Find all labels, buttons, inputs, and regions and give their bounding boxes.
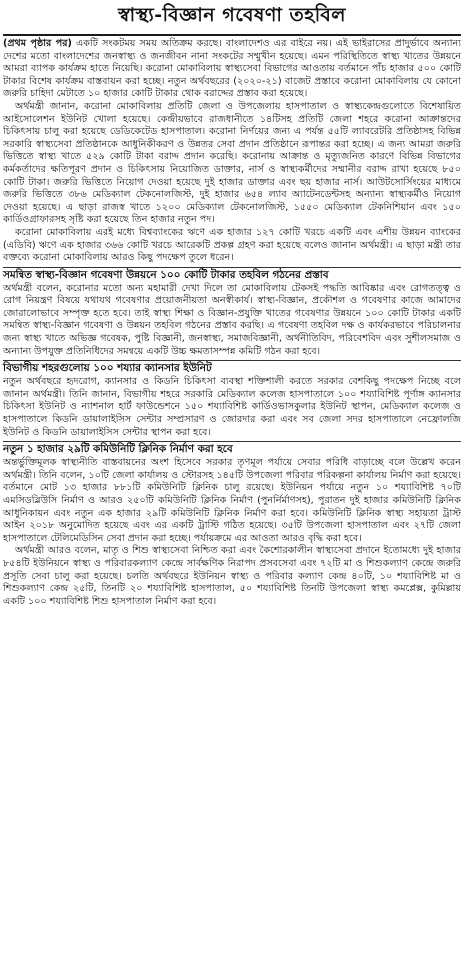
- paragraph: অর্থমন্ত্রী আরও বলেন, মাতৃ ও শিশু স্বাস্থ্যসেবা নিশ্চিত করা এবং কৈশোরকালীন স্বাস্থ্যসেবা প্রদানে ইতোমধ্যে দুই হাজার ৮৫৪টি ইউনিয়নে স্বাস্থ্য ও পরিবারকল্যাণ কেন্দ্রে সার্বক্ষণিক নিরাপদ প্রসবসেবা এবং ৭২টি মা ও শিশুকল্যাণ কেন্দ্রে জরুরি প্রসূতি সেবা চালু করা হয়েছে। চলতি অর্থবছরে ইউনিয়ন স্বাস্থ্য ও পরিবার কল্যাণ কেন্দ্র ৪০টি, ১০ শয্যাবিশিষ্ট মা ও শিশুকল্যাণ কেন্দ্র ২৫টি, তিনটি ২০ শয্যাবিশিষ্ট হাসপাতাল, ৫০ শয্যাবিশিষ্ট তিনটি উপজেলা স্বাস্থ্য কমপ্লেক্স, কুমিল্লায় একটি ১০০ শয্যাবিশিষ্ট শিশু হাসপাতাল নির্মাণ করা হবে।: [3, 545, 461, 607]
- paragraph: নতুন অর্থবছরে হৃদরোগ, ক্যানসার ও কিডনি চিকিৎসা ব্যবস্থা শক্তিশালী করতে সরকার বেশকিছু পদক্ষেপ নিচ্ছে বলে জানান অর্থমন্ত্রী। তিনি জানান, বিভাগীয় শহরে সরকারি মেডিক্যাল কলেজ হাসপাতালে ১০০ শয্যাবিশিষ্ট পূর্ণাঙ্গ ক্যানসার চিকিৎসা ইউনিট ও ন্যাশনাল হার্ট ফাউন্ডেশনে ১৫০ শয্যাবিশিষ্ট কার্ডিওভাসকুলার ইউনিট স্থাপন, মেডিক্যাল কলেজ ও হাসপাতালে কিডনি ডায়ালাইসিস সেন্টার সম্প্রসারণ ও জোরদার করা এবং সব জেলা সদর হাসপাতালে নেফ্রোলজি ইউনিট ও কিডনি ডায়ালাইসিস সেন্টার স্থাপন করা হবে।: [3, 376, 461, 438]
- intro-paragraph: [3, 38, 461, 101]
- headline-banner: [3, 0, 461, 36]
- paragraph: অন্তর্ভুক্তিমূলক স্বাস্থ্যনীতি বাস্তবায়নের অংশ হিসেবে সরকার তৃণমূল পর্যায়ে সেবার পরিধি বাড়াচ্ছে বলে উল্লেখ করেন অর্থমন্ত্রী। তিনি বলেন, ১০টি জেলা কার্যালয় ও স্টোরসহ ১৪৫টি উপজেলা পরিবার পরিকল্পনা কার্যালয় নির্মাণ করা হয়েছে। বর্তমানে মোট ১৩ হাজার ৮৮১টি কমিউনিটি ক্লিনিক চালু রয়েছে। ইউনিয়ন পর্যায়ে নতুন ১০ শয্যাবিশিষ্ট ৭০টি এমসিডব্লিউসি নির্মাণ ও আরও ২৫০টি কমিউনিটি ক্লিনিক নির্মাণ (পুনর্নির্মাণসহ), পুরাতন দুই হাজার কমিউনিটি ক্লিনিক আধুনিকায়ন এবং নতুন এক হাজার ২৯টি কমিউনিটি ক্লিনিক নির্মাণ করা হবে। কমিউনিটি ক্লিনিক স্বাস্থ্য সহায়তা ট্রাস্ট আইন ২০১৮ অনুমোদিত হয়েছে এবং এর একটি ট্রাস্টি গঠিত হয়েছে। ৩৫টি উপজেলা হাসপাতাল এবং ২৭টি জেলা হাসপাতালে টেলিমেডিসিন সেবা প্রদান করা হচ্ছে। পর্যায়ক্রমে এর আওতা আরও বৃদ্ধি করা হবে।: [3, 457, 461, 544]
- headline: স্বাস্থ্য-বিজ্ঞান গবেষণা তহবিল: [118, 4, 346, 26]
- article-body: [3, 38, 461, 608]
- section-heading-cancer-unit: বিভাগীয় শহরগুলোয় ১০০ শয্যার ক্যানসার ইউনিট: [3, 360, 461, 375]
- continuation-label: (প্রথম পৃষ্ঠার পর): [3, 38, 72, 49]
- paragraph: করোনা মোকাবিলায় এরই মধ্যে বিশ্বব্যাংকের ঋণে এক হাজার ১২৭ কোটি খরচে একটি এবং এশীয় উন্নয়ন ব্যাংকের (এডিবি) ঋণে এক হাজার ৩৬৬ কোটি খরচে আরেকটি প্রকল্প গ্রহণ করা হয়েছে বলেও জানান অর্থমন্ত্রী। এ ছাড়া মন্ত্রী তার বক্তব্যে করোনা মোকাবিলায় আরও কিছু পদক্ষেপ তুলে ধরেন।: [3, 226, 461, 264]
- paragraph: অর্থমন্ত্রী জানান, করোনা মোকাবিলায় প্রতিটি জেলা ও উপজেলায় হাসপাতাল ও স্বাস্থ্যকেন্দ্রগুলোতে বিশেষায়িত আইসোলেশন ইউনিট খোলা হয়েছে। কেন্দ্রীয়ভাবে রাজধানীতে ১৪টিসহ প্রতিটি জেলা শহরে করোনা আক্রান্তদের চিকিৎসায় চালু করা হয়েছে ডেডিকেটেড হাসপাতাল। করোনা নির্ণয়ের জন্য এ পর্যন্ত ৫৫টি ল্যাবরেটরি প্রতিষ্ঠাসহ বিভিন্ন সরকারি স্বাস্থ্যসেবা প্রতিষ্ঠানকে আধুনিকীকরণ ও উন্নতর সেবা প্রদান প্রতিষ্ঠানে রূপান্তর করা হচ্ছে। এ জন্য আমরা জরুরি ভিত্তিতে স্বাস্থ্য খাতে ৫২৯ কোটি টাকা বরাদ্দ প্রদান করেছি। করোনায় আক্রান্ত ও মৃত্যুজনিত কারণে বিভিন্ন বিভাগের কর্মকর্তাদের ক্ষতিপূরণ প্রদান ও চিকিৎসায় নিয়োজিত ডাক্তার, নার্স ও স্বাস্থ্যকর্মীদের সম্মানীর বরাদ্দ রাখা হয়েছে ৮৫০ কোটি টাকা। জরুরি ভিত্তিতে নিয়োগ দেওয়া হয়েছে দুই হাজার ডাক্তার এবং ছয় হাজার নার্স। আউটসোর্সিংয়ের মাধ্যমে জরুরি ভিত্তিতে ৩৮৬ মেডিক্যাল টেকনোলজিস্ট, দুই হাজার ৬৫৪ ল্যাব অ্যাটেনডেন্টসহ অন্যান্য স্বাস্থ্যকর্মীও নিয়োগ দেওয়া হয়েছে। এ ছাড়া রাজস্ব খাতে ১২০০ মেডিক্যাল টেকনোলজিস্ট, ১৫৫০ মেডিক্যাল টেকনিশিয়ান এবং ১৫০ কার্ডিওগ্রাফারসহ সৃষ্টি করা হয়েছে তিন হাজার নতুন পদ।: [3, 100, 461, 226]
- section-heading-community-clinic: নতুন ১ হাজার ২৯টি কমিউনিটি ক্লিনিক নির্মাণ করা হবে: [3, 441, 461, 456]
- paragraph-text: একটি সংকটময় সময় অতিক্রম করছে। বাংলাদেশও এর বাইরে নয়। এই ভাইরাসের প্রাদুর্ভাবে অন্যান্য দেশের মতো বাংলাদেশের জনস্বাস্থ্য ও জনজীবন নানা সংকটের সম্মুখীন হয়েছে। এমন পরিস্থিতিতে স্বাস্থ্য খাতের উন্নয়নে আমরা ব্যাপক কার্যক্রম হাতে নিয়েছি। করোনা মোকাবিলায় স্বাস্থ্যসেবা বিভাগের আওতায় বর্তমানে পাঁচ হাজার ৫০০ কোটি টাকার বিশেষ কার্যক্রম বাস্তবায়ন করা হচ্ছে। নতুন অর্থবছরের (২০২০-২১) বাজেট প্রস্তাবে করোনা মোকাবিলায় যে কোনো জরুরি চাহিদা মেটাতে ১০ হাজার কোটি টাকার থোক বরাদ্দের প্রস্তাব করা হয়েছে।: [3, 38, 461, 100]
- section-heading-research-fund: সমন্বিত স্বাস্থ্য-বিজ্ঞান গবেষণা উন্নয়নে ১০০ কোটি টাকার তহবিল গঠনের প্রস্তাব: [3, 267, 461, 282]
- paragraph: অর্থমন্ত্রী বলেন, করোনার মতো অন্য মহামারী দেখা দিলে তা মোকাবিলায় টেকসই পদ্ধতি আবিষ্কার এবং রোগতত্ত্ব ও রোগ নিয়ন্ত্রণ বিষয়ে যথাযথ গবেষণার প্রয়োজনীয়তা অনস্বীকার্য। স্বাস্থ্য-বিজ্ঞান, প্রকৌশল ও গবেষণার কাজে আমাদের জোরালোভাবে সম্পৃক্ত হতে হবে। তাই স্বাস্থ্য শিক্ষা ও বিজ্ঞান-প্রযুক্তি খাতের গবেষণার উন্নয়নে ১০০ কোটি টাকার একটি সমন্বিত স্বাস্থ্য-বিজ্ঞান গবেষণা ও উন্নয়ন তহবিল গঠনের প্রস্তাব করছি। এ গবেষণা তহবিল দক্ষ ও কার্যকরভাবে পরিচালনার জন্য স্বাস্থ্য খাতে অভিজ্ঞ গবেষক, পুষ্টি বিজ্ঞানী, জনস্বাস্থ্য, সমাজবিজ্ঞানী, অর্থনীতিবিদ, পরিবেশবিদ এবং সুশীলসমাজ ও অন্যান্য উপযুক্ত প্রতিনিধিদের সমন্বয়ে একটি উচ্চ ক্ষমতাসম্পন্ন কমিটি গঠন করা হবে।: [3, 282, 461, 357]
